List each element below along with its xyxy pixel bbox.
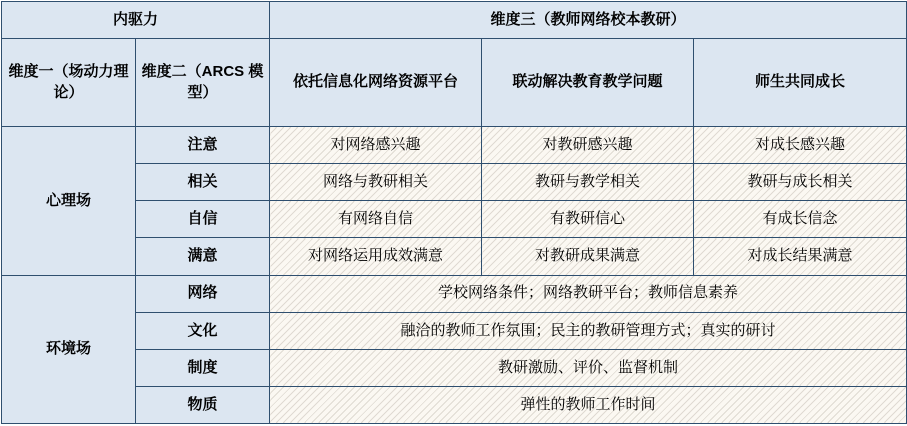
row-label-culture: 文化 <box>136 312 270 349</box>
cell-material-merged: 弹性的教师工作时间 <box>270 386 907 423</box>
cell-confidence-problem: 有教研信心 <box>482 201 694 238</box>
cell-satisfaction-growth: 对成长结果满意 <box>694 238 907 275</box>
header-left-group: 内驱力 <box>2 2 270 39</box>
row-label-system: 制度 <box>136 349 270 386</box>
table-row <box>2 238 907 275</box>
cell-satisfaction-platform: 对网络运用成效满意 <box>270 238 482 275</box>
table-row <box>2 275 907 312</box>
header-dimension-two: 维度二（ARCS 模型） <box>136 39 270 127</box>
table-container <box>0 1 907 426</box>
cell-relevance-growth: 教研与成长相关 <box>694 164 907 201</box>
header-column-problem: 联动解决教育教学问题 <box>482 39 694 127</box>
section-label-environment-field: 环境场 <box>2 275 136 423</box>
row-label-relevance: 相关 <box>136 164 270 201</box>
row-label-attention: 注意 <box>136 127 270 164</box>
row-label-material: 物质 <box>136 386 270 423</box>
table-row <box>2 201 907 238</box>
cell-attention-problem: 对教研感兴趣 <box>482 127 694 164</box>
header-dimension-one: 维度一（场动力理论） <box>2 39 136 127</box>
header-column-growth: 师生共同成长 <box>694 39 907 127</box>
row-label-confidence: 自信 <box>136 201 270 238</box>
cell-system-merged: 教研激励、评价、监督机制 <box>270 349 907 386</box>
cell-confidence-growth: 有成长信念 <box>694 201 907 238</box>
row-label-network: 网络 <box>136 275 270 312</box>
row-label-satisfaction: 满意 <box>136 238 270 275</box>
section-label-psychological-field: 心理场 <box>2 127 136 275</box>
cell-attention-platform: 对网络感兴趣 <box>270 127 482 164</box>
header-right-group: 维度三（教师网络校本教研） <box>270 2 907 39</box>
cell-culture-merged: 融洽的教师工作氛围；民主的教研管理方式；真实的研讨 <box>270 312 907 349</box>
table-row <box>2 127 907 164</box>
table-row <box>2 312 907 349</box>
dimension-matrix-table <box>1 1 907 424</box>
cell-satisfaction-problem: 对教研成果满意 <box>482 238 694 275</box>
table-row-column-header <box>2 39 907 127</box>
cell-relevance-problem: 教研与教学相关 <box>482 164 694 201</box>
cell-confidence-platform: 有网络自信 <box>270 201 482 238</box>
cell-network-merged: 学校网络条件；网络教研平台；教师信息素养 <box>270 275 907 312</box>
table-row <box>2 386 907 423</box>
cell-attention-growth: 对成长感兴趣 <box>694 127 907 164</box>
table-row <box>2 349 907 386</box>
header-column-platform: 依托信息化网络资源平台 <box>270 39 482 127</box>
table-row <box>2 164 907 201</box>
cell-relevance-platform: 网络与教研相关 <box>270 164 482 201</box>
table-row-group-header <box>2 2 907 39</box>
